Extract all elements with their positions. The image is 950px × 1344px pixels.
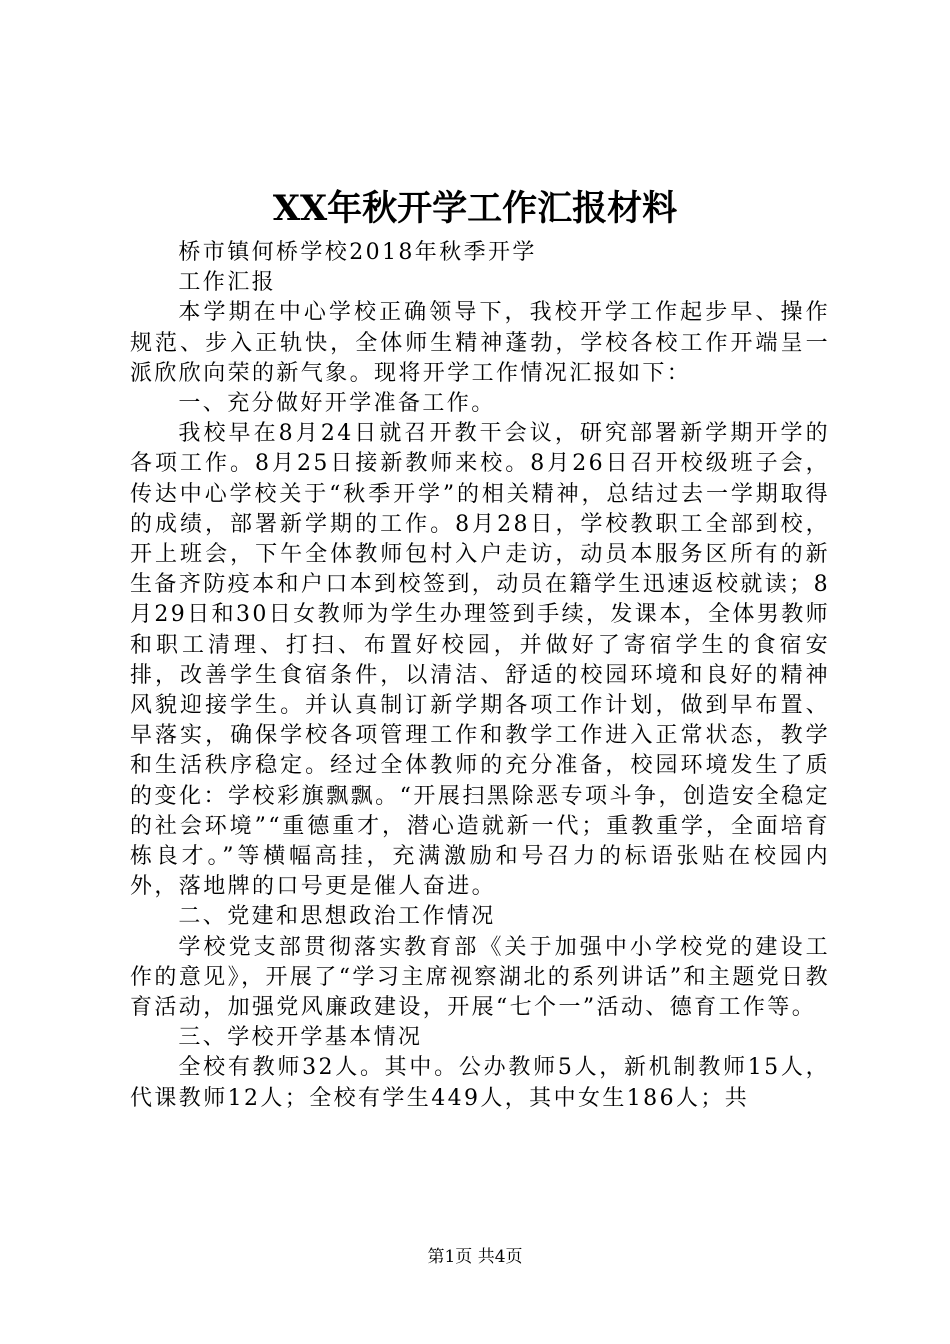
document-title: XX年秋开学工作汇报材料	[272, 188, 678, 229]
section-heading-1: 一、充分做好开学准备工作。	[178, 391, 496, 417]
paragraph-party-building: 学校党支部贯彻落实教育部《关于加强中小学校党的建设工作的意见》，开展了“学习主席视察湖北的系列讲话”和主题党日教育活动，加强党风廉政建设，开展“七个一”活动、德育工作等。	[130, 934, 830, 1021]
section-heading-3: 三、学校开学基本情况	[178, 1025, 423, 1051]
paragraph-school-name: 桥市镇何桥学校2018年秋季开学	[178, 240, 537, 265]
paragraph-preparation: 我校早在8月24日就召开教干会议，研究部署新学期开学的各项工作。8月25日接新教师来校。8月26日召开校级班子会，传达中心学校关于“秋季开学”的相关精神，总结过去一学期取得的成绩，部署新学期的工作。8月28日，学校教职工全部到校，开上班会，下午全体教师包村入户走访，动员本服务区所有的新生备齐防疫本和户口本到校签到，动员在籍学生迅速返校就读；8月29日和30日女教师为学生办理签到手续，发课本，全体男教师和职工清理、打扫、布置好校园，并做好了寄宿学生的食宿安排，改善学生食宿条件，以清洁、舒适的校园环境和良好的精神风貌迎接学生。并认真制订新学期各项工作计划，做到早布置、早落实，确保学校各项管理工作和教学工作进入正常状态，教学和生活秩序稳定。经过全体教师的充分准备，校园环境发生了质的变化：学校彩旗飘飘。“开展扫黑除恶专项斗争，创造安全稳定的社会环境”“重德重才，潜心造就新一代；重教重学，全面培育栋良才。”等横幅高挂，充满激励和号召力的标语张贴在校园内外，落地牌的口号更是催人奋进。	[130, 421, 830, 900]
paragraph-basic-info: 全校有教师32人。其中。公办教师5人，新机制教师15人，代课教师12人；全校有学生449人，其中女生186人；共	[130, 1055, 830, 1111]
paragraph-intro: 本学期在中心学校正确领导下，我校开学工作起步早、操作规范、步入正轨快，全体师生精神蓬勃，学校各校工作开端呈一派欣欣向荣的新气象。现将开学工作情况汇报如下：	[130, 300, 830, 386]
document-body	[130, 238, 830, 1114]
section-heading-2: 二、党建和思想政治工作情况	[178, 904, 496, 930]
page-footer: 第1页 共4页	[427, 1247, 523, 1267]
paragraph-subtitle: 工作汇报	[178, 270, 276, 296]
